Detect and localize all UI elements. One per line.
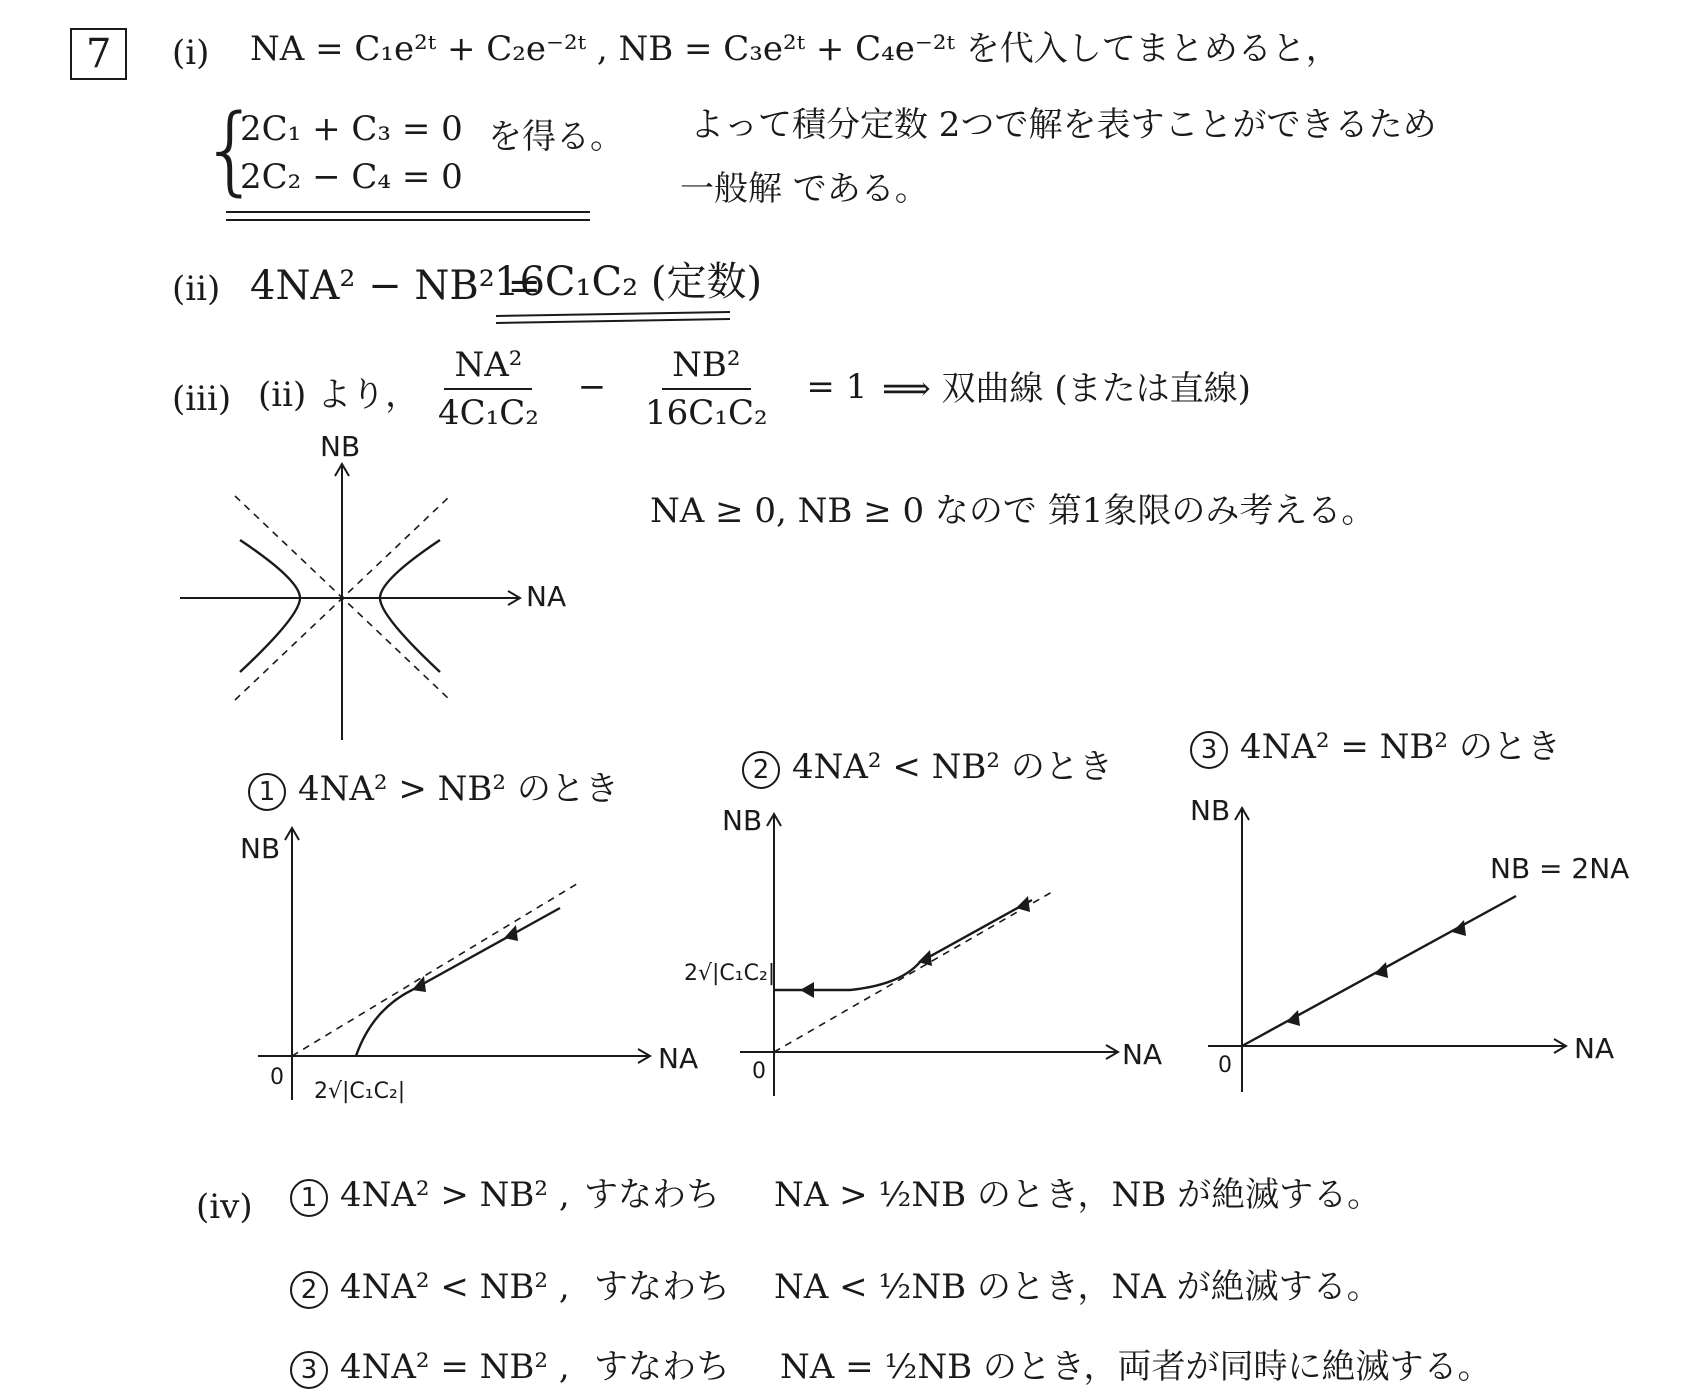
iv-row-1-result: NA > ½NB のとき，NB が絶滅する。 <box>774 1175 1382 1215</box>
part-iv-label: (iv) <box>196 1187 253 1227</box>
frac2-denominator: 16C₁C₂ <box>645 393 768 433</box>
case-1-condition: 4NA² > NB² のとき <box>298 769 619 809</box>
minus-sign: − <box>577 367 607 407</box>
case-2-x-label: NA <box>1122 1038 1163 1071</box>
iv-row-3-cond: 4NA² = NB² , <box>340 1347 570 1387</box>
case-3-number: 3 <box>1190 731 1228 769</box>
case-2-origin: 0 <box>752 1059 766 1084</box>
equals-one: = 1 <box>806 367 868 407</box>
general-solution-note-2: 一般解 である。 <box>680 169 929 209</box>
case-3-line-label: NB = 2NA <box>1490 852 1630 885</box>
case-1-origin: 0 <box>270 1065 284 1090</box>
case-3-x-label: NA <box>1574 1032 1615 1065</box>
sketch-x-label: NA <box>526 580 567 613</box>
first-quadrant-note: NA ≥ 0, NB ≥ 0 なので 第1象限のみ考える。 <box>650 491 1376 531</box>
iv-row-1-cond: 4NA² > NB² , <box>340 1175 570 1215</box>
case-1-intercept: 2√|C₁C₂| <box>314 1079 406 1104</box>
iv-row-3-number: 3 <box>290 1351 328 1389</box>
system-eq1: 2C₁ + C₃ = 0 <box>240 109 463 149</box>
case-2-condition: 4NA² < NB² のとき <box>792 747 1113 787</box>
case-1-number: 1 <box>248 773 286 811</box>
case-1-x-label: NA <box>658 1042 699 1075</box>
part-iii-label: (iii) <box>172 379 232 419</box>
part-i-label: (i) <box>172 33 210 73</box>
case-1-y-label: NB <box>240 832 281 865</box>
constant-underline-2 <box>496 319 730 323</box>
general-solution-note-1: よって積分定数 2つで解を表すことができるため <box>690 105 1437 145</box>
iv-row-2-result: NA < ½NB のとき，NA が絶滅する。 <box>774 1267 1381 1307</box>
case-2-y-label: NB <box>722 804 763 837</box>
case-3-condition: 4NA² = NB² のとき <box>1240 727 1561 767</box>
obtain-text: を得る。 <box>488 117 624 157</box>
iv-row-2-number: 2 <box>290 1271 328 1309</box>
part-ii-label: (ii) <box>172 269 221 309</box>
case-2-intercept: 2√|C₁C₂| <box>684 961 776 986</box>
iv-row-3-result: NA = ½NB のとき，両者が同時に絶滅する。 <box>780 1347 1492 1387</box>
case-3-origin: 0 <box>1218 1053 1232 1078</box>
iv-row-1-number: 1 <box>290 1179 328 1217</box>
hyperbola-conclusion: ⟹ 双曲線 (または直線) <box>882 369 1251 409</box>
iv-row-2-sunawachi: すなわち <box>594 1267 730 1307</box>
case-2-number: 2 <box>742 751 780 789</box>
iv-row-1-sunawachi: すなわち <box>584 1175 720 1215</box>
part-ii-lhs: 4NA² − NB² = <box>250 263 541 309</box>
part-i-line1: NA = C₁e²ᵗ + C₂e⁻²ᵗ , NB = C₃e²ᵗ + C₄e⁻²ᵗ を代入してまとめると， <box>250 29 1340 69</box>
iv-row-2-cond: 4NA² < NB² , <box>340 1267 570 1307</box>
frac1-numerator: NA² <box>444 348 532 390</box>
problem-number: 7 <box>70 28 127 80</box>
system-brace: { <box>200 94 262 206</box>
case-3-y-label: NB <box>1190 794 1231 827</box>
frac2-numerator: NB² <box>662 348 750 390</box>
part-ii-rhs: 16C₁C₂ (定数) <box>494 259 763 305</box>
sketch-y-label: NB <box>320 430 361 463</box>
part-iii-from: (ii) より， <box>258 375 420 415</box>
frac1-denominator: 4C₁C₂ <box>438 393 539 433</box>
constant-underline-1 <box>496 312 730 316</box>
iv-row-3-sunawachi: すなわち <box>594 1347 730 1387</box>
system-eq2: 2C₂ − C₄ = 0 <box>240 157 463 197</box>
